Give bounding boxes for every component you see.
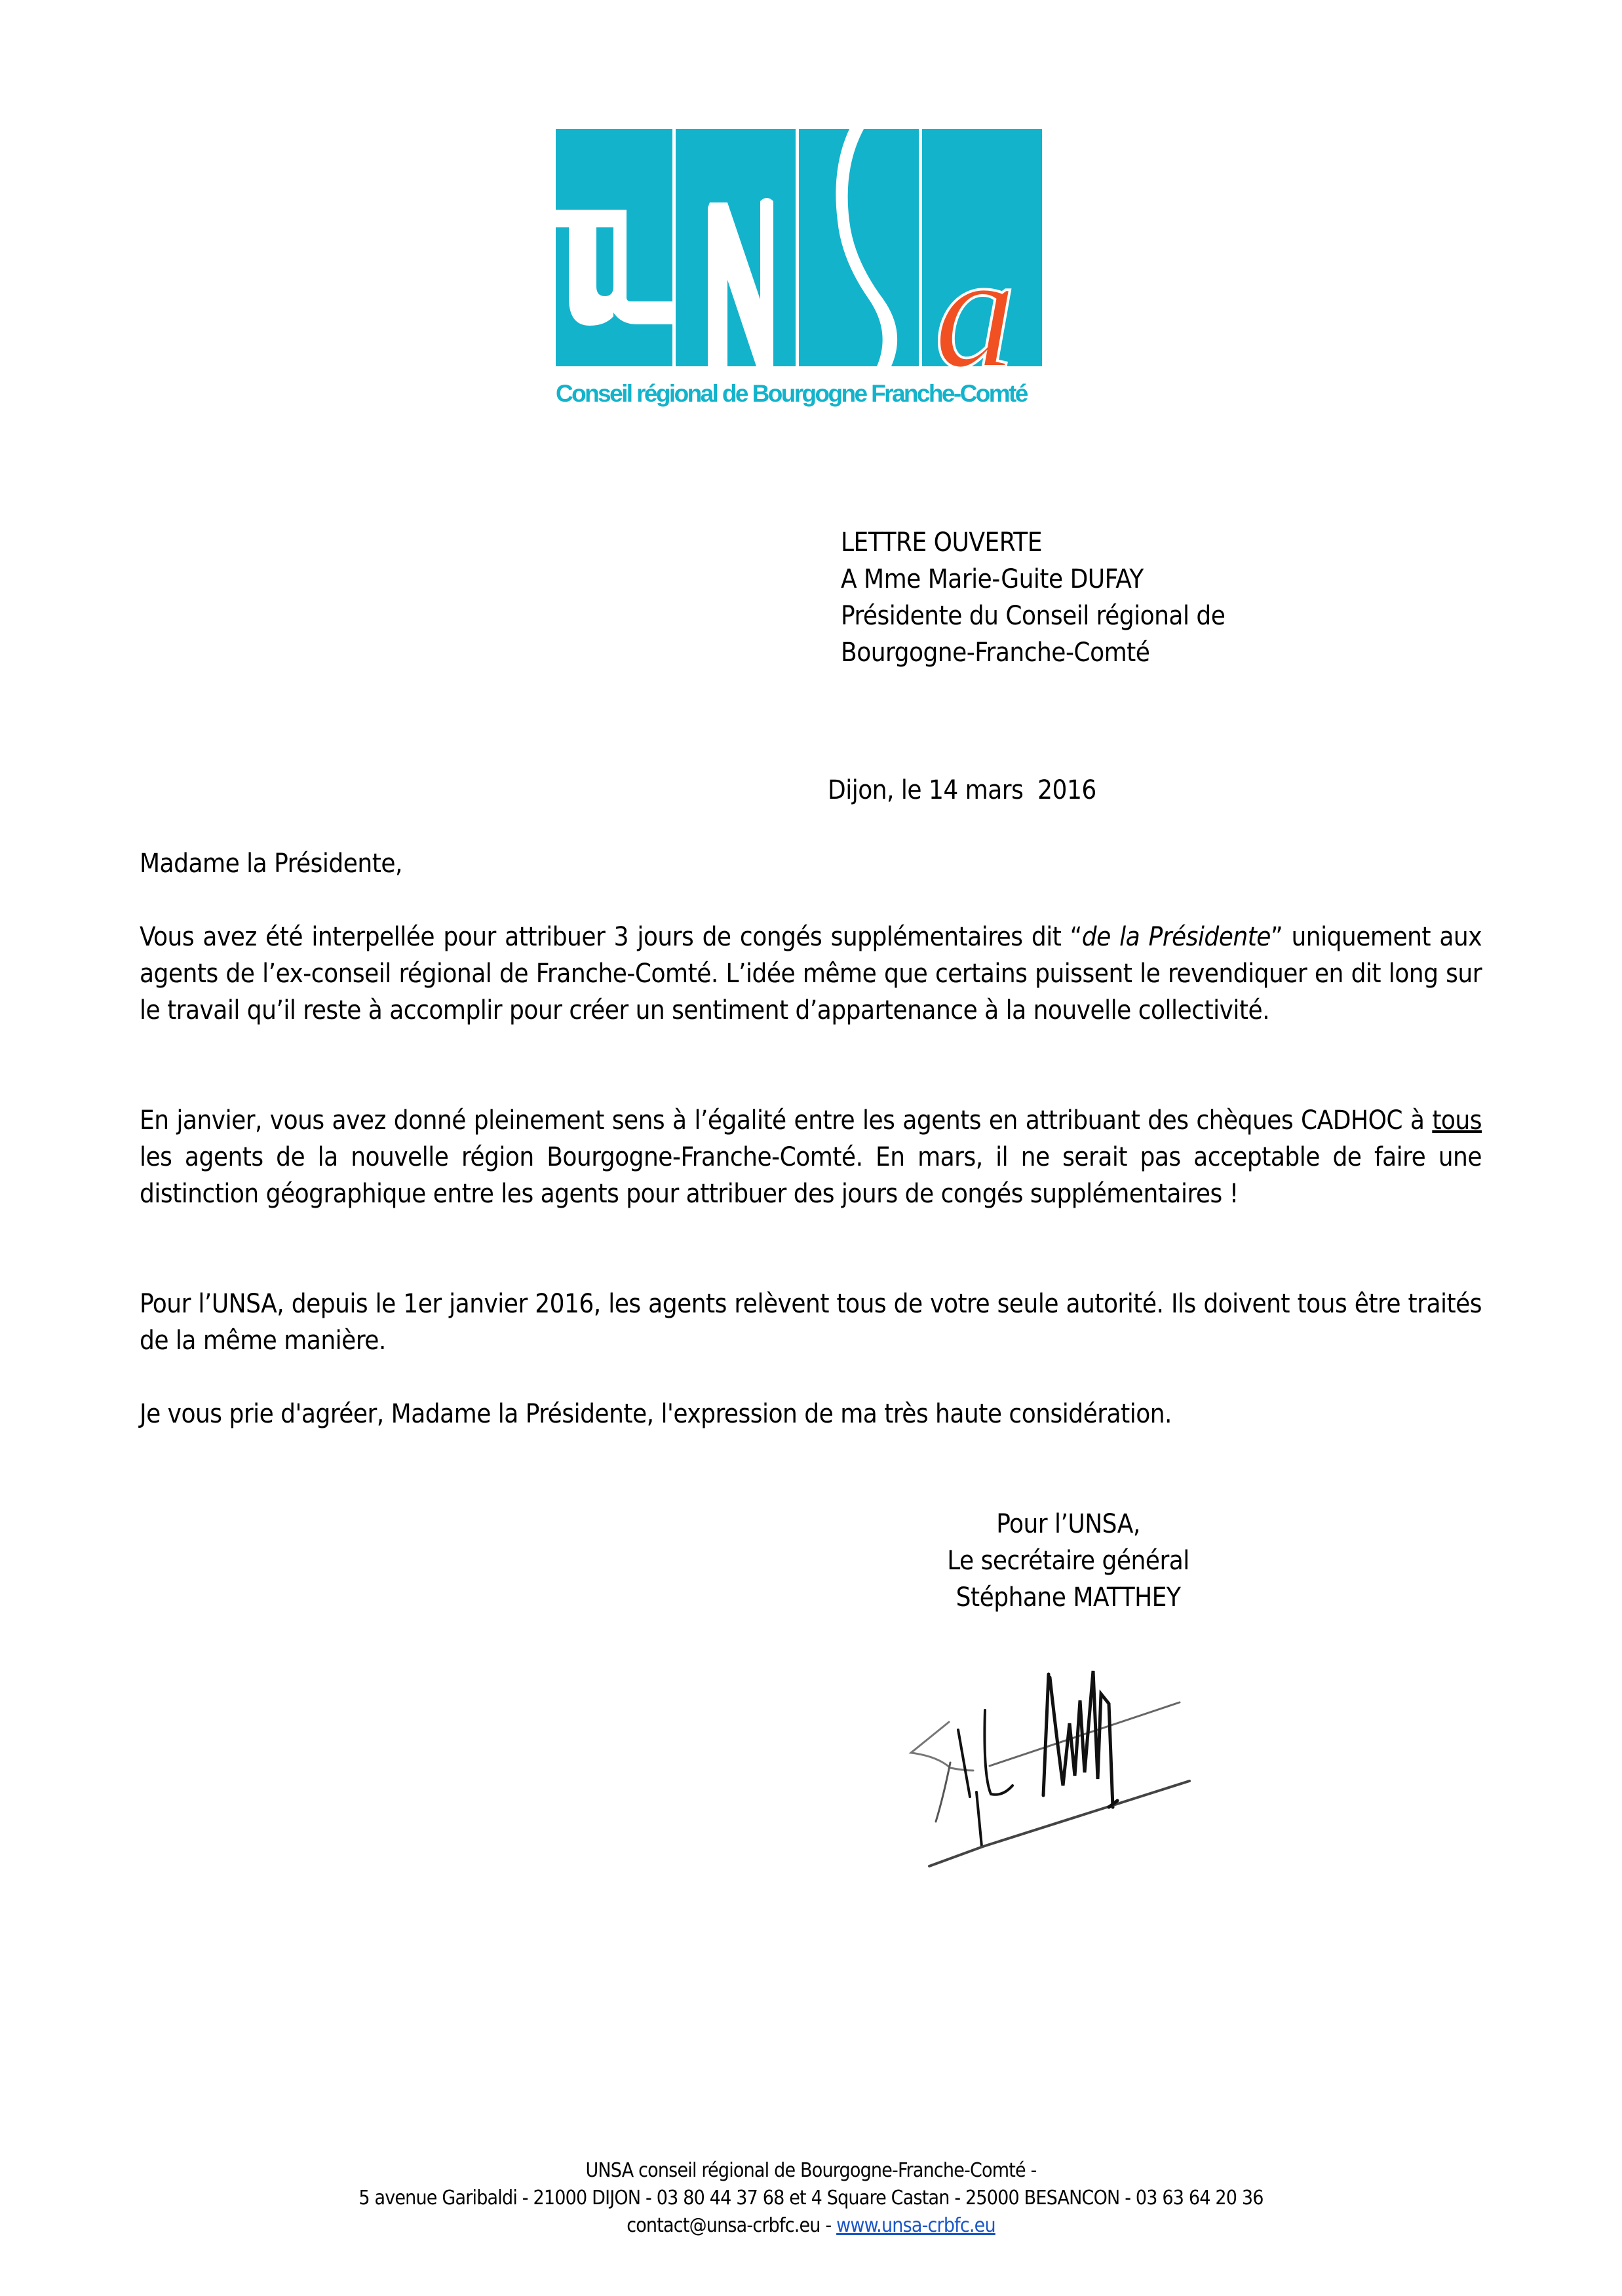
signature-icon (878, 1658, 1245, 1881)
recipient-name: A Mme Marie-Guite DUFAY (841, 564, 1144, 594)
signer-name: Stéphane MATTHEY (956, 1582, 1181, 1613)
recipient-region: Bourgogne-Franche-Comté (841, 638, 1150, 668)
italic-quote: de la Présidente (1081, 922, 1271, 952)
recipient-title: Présidente du Conseil régional de (841, 601, 1226, 631)
addressee-block (841, 524, 1225, 671)
closing-org: Pour l’UNSA, (996, 1509, 1140, 1539)
unsa-logo-icon (556, 129, 1060, 378)
logo-caption: Conseil régional de Bourgogne Franche-Comté (556, 380, 1027, 407)
handwritten-signature (878, 1658, 1245, 1881)
letter-date: Dijon, le 14 mars 2016 (828, 775, 1096, 805)
signer-title: Le secrétaire général (947, 1546, 1189, 1576)
underlined-word: tous (1432, 1105, 1482, 1136)
paragraph-4: Je vous prie d'agréer, Madame la Présidente, l'expression de ma très haute considération. (140, 1399, 1172, 1429)
paragraph-3: Pour l’UNSA, depuis le 1er janvier 2016, les agents relèvent tous de votre seule autorité. Ils doivent tous être traités de la même manière. (140, 1289, 1482, 1356)
unsa-logo (556, 129, 1060, 378)
footer (0, 2157, 1622, 2240)
letter-type: LETTRE OUVERTE (841, 527, 1042, 558)
logo-letter-a: a (934, 221, 1016, 378)
salutation: Madame la Présidente, (140, 849, 402, 879)
paragraph-2: En janvier, vous avez donné pleinement sens à l’égalité entre les agents en attribuant des chèques CADHOC à tous les agents de la nouvelle région Bourgogne-Franche-Comté. En mars, il ne serait pas acceptable de faire une distinction géographique entre les agents pour attribuer des jours de congés supplémentaires ! (140, 1105, 1482, 1209)
closing-block (872, 1506, 1265, 1616)
footer-email[interactable]: contact@unsa-crbfc.eu (627, 2214, 821, 2237)
paragraph-1: Vous avez été interpellée pour attribuer 3 jours de congés supplémentaires dit “de la Présidente” uniquement aux agents de l’ex-conseil régional de Franche-Comté. L’idée même que certains puissent le revendiquer en dit long sur le travail qu’il reste à accomplir pour créer un sentiment d’appartenance à la nouvelle collectivité. (140, 922, 1482, 1025)
footer-website-link[interactable]: www.unsa-crbfc.eu (836, 2214, 995, 2237)
footer-org: UNSA conseil régional de Bourgogne-Franche-Comté - (585, 2159, 1037, 2182)
footer-addresses: 5 avenue Garibaldi - 21000 DIJON - 03 80 44 37 68 et 4 Square Castan - 25000 BESANCON - 03 63 64 20 36 (358, 2187, 1264, 2210)
footer-contact: contact@unsa-crbfc.eu - www.unsa-crbfc.eu (627, 2214, 995, 2237)
